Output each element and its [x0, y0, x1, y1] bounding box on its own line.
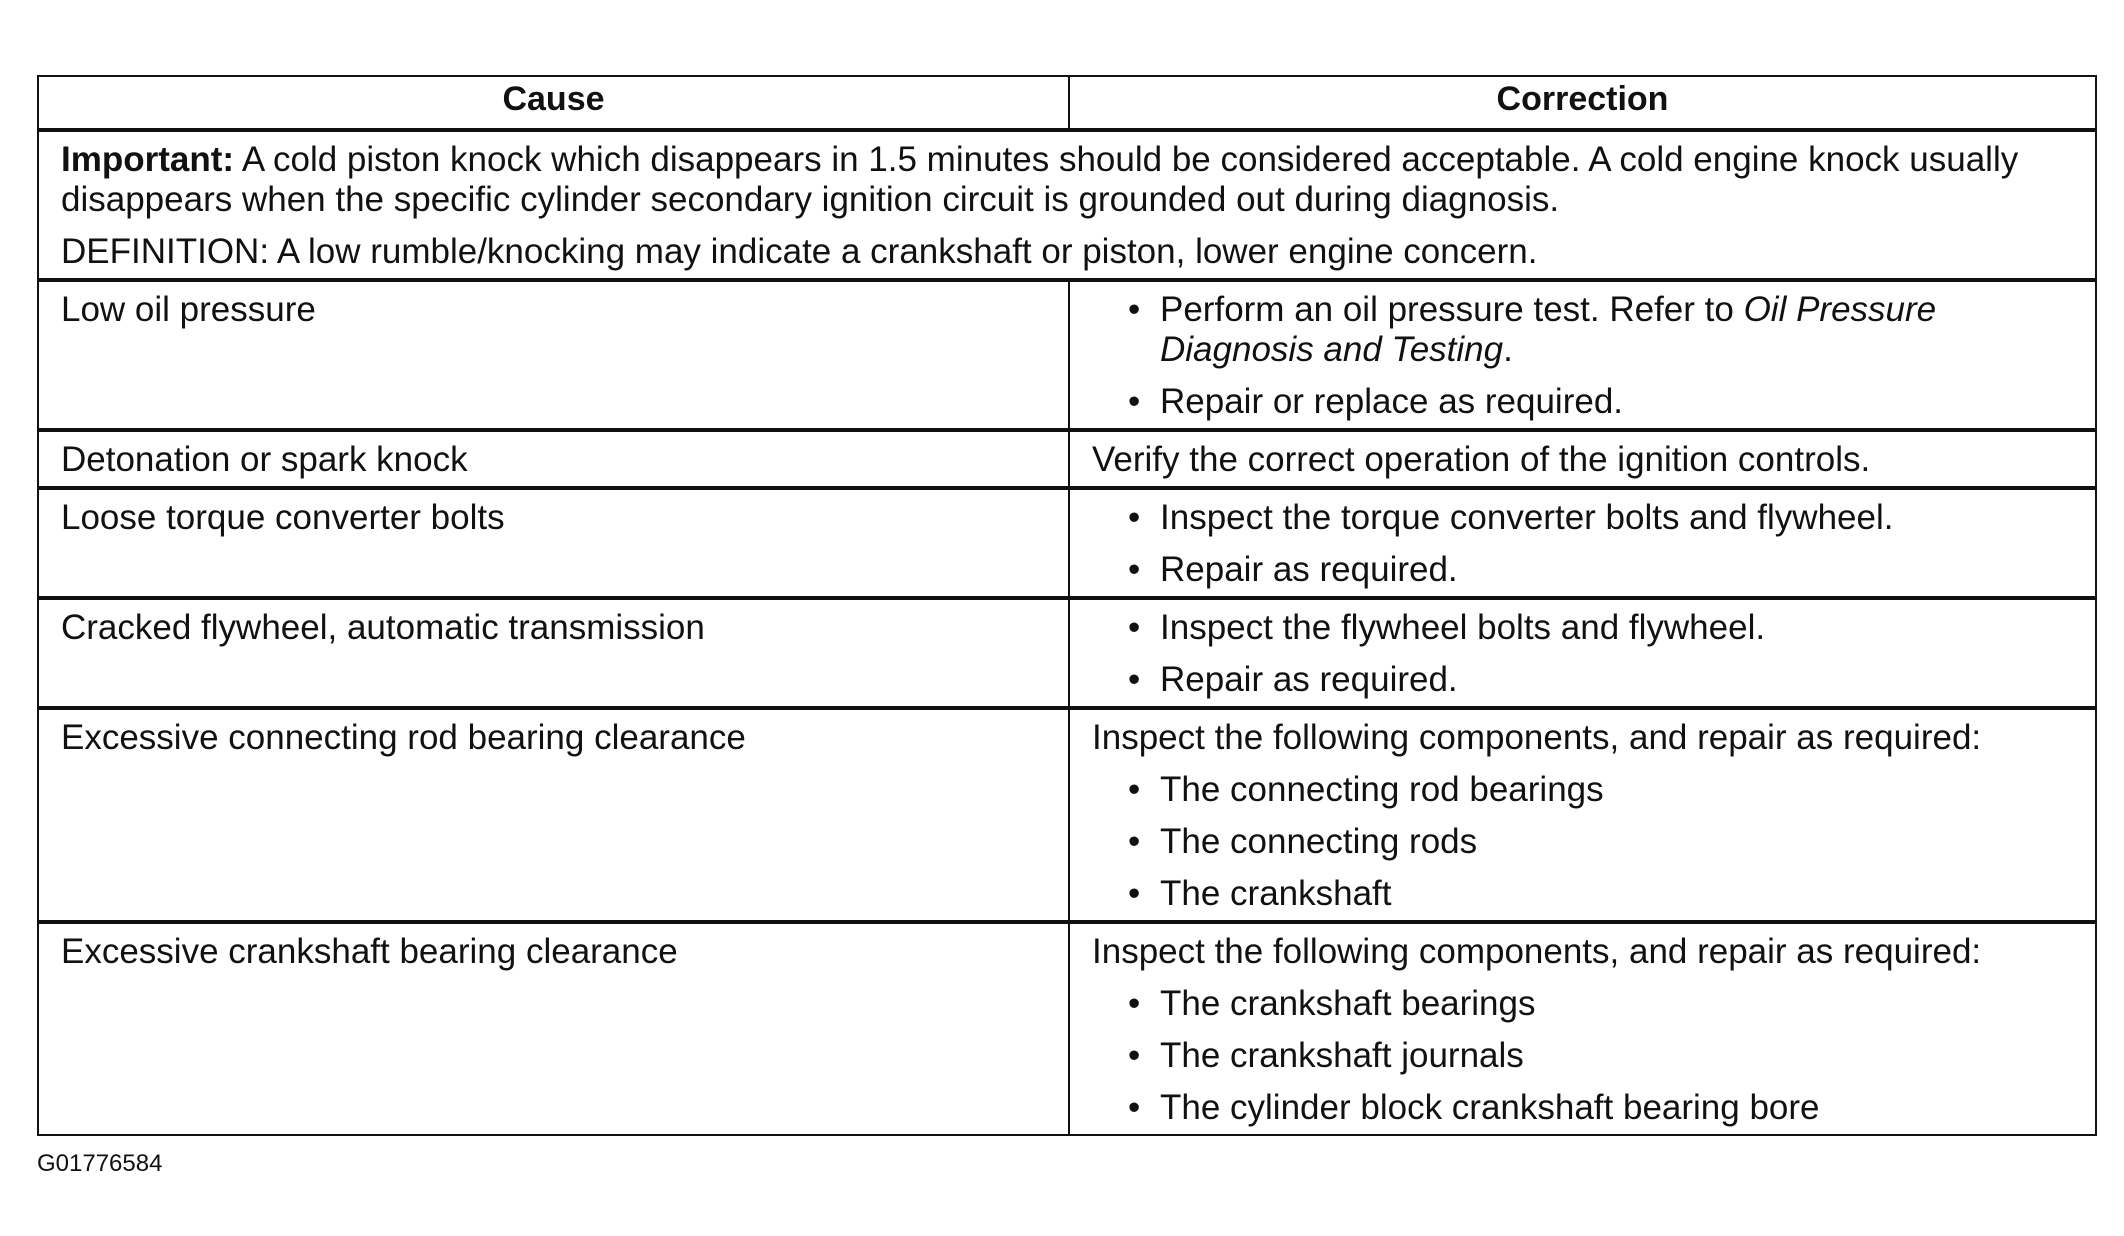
- list-item-text: Inspect the flywheel bolts and flywheel.: [1160, 608, 1766, 647]
- correction-cell: [1069, 488, 2096, 598]
- bullet-icon: •: [1128, 290, 1141, 329]
- important-label: Important:: [61, 140, 235, 179]
- table-row: [38, 922, 2096, 1135]
- notice-row: [38, 130, 2096, 280]
- correction-list: [1092, 770, 2073, 914]
- bullet-icon: •: [1128, 874, 1141, 913]
- correction-cell: [1069, 708, 2096, 922]
- header-row: [38, 76, 2096, 130]
- reference-title: Oil Pressure Diagnosis and Testing: [1160, 290, 1937, 369]
- cause-cell: Cracked flywheel, automatic transmission: [38, 598, 1069, 708]
- correction-list: [1092, 608, 2073, 700]
- list-item-text: Repair as required.: [1160, 550, 1458, 589]
- correction-cell: [1069, 280, 2096, 430]
- correction-lead-text: Inspect the following components, and repair as required:: [1092, 932, 1982, 971]
- correction-text: Verify the correct operation of the ignition controls.: [1092, 440, 1871, 479]
- list-item-text: Repair or replace as required.: [1160, 382, 1624, 421]
- table-row: [38, 280, 2096, 430]
- list-item-text: The crankshaft journals: [1160, 1036, 1524, 1075]
- list-item: [1092, 608, 2073, 648]
- bullet-icon: •: [1128, 550, 1141, 589]
- list-item: [1092, 550, 2073, 590]
- correction-column-header: Correction: [1069, 76, 2096, 130]
- correction-cell: [1069, 922, 2096, 1135]
- cause-column-header: Cause: [38, 76, 1069, 130]
- correction-list: [1092, 290, 2073, 422]
- table-row: [38, 488, 2096, 598]
- table-row: [38, 708, 2096, 922]
- figure-id: G01776584: [37, 1150, 163, 1177]
- list-item: [1092, 382, 2073, 422]
- list-item: [1092, 822, 2073, 862]
- list-item-text: The connecting rods: [1160, 822, 1478, 861]
- correction-cell: [1069, 430, 2096, 488]
- cause-cell: Low oil pressure: [38, 280, 1069, 430]
- table-row: [38, 430, 2096, 488]
- list-item-text: Inspect the torque converter bolts and flywheel.: [1160, 498, 1894, 537]
- bullet-icon: •: [1128, 608, 1141, 647]
- list-item-text: The crankshaft: [1160, 874, 1392, 913]
- cause-cell: Excessive crankshaft bearing clearance: [38, 922, 1069, 1135]
- list-item-text: Repair as required.: [1160, 660, 1458, 699]
- bullet-icon: •: [1128, 984, 1141, 1023]
- notice-cell: [38, 130, 2096, 280]
- important-note: [61, 140, 2073, 220]
- bullet-icon: •: [1128, 660, 1141, 699]
- list-item-text: The connecting rod bearings: [1160, 770, 1604, 809]
- list-item: [1092, 770, 2073, 810]
- correction-list: [1092, 984, 2073, 1128]
- table-row: [38, 598, 2096, 708]
- correction-cell: [1069, 598, 2096, 708]
- list-item: [1092, 498, 2073, 538]
- cause-cell: Loose torque converter bolts: [38, 488, 1069, 598]
- definition-note: DEFINITION: A low rumble/knocking may indicate a crankshaft or piston, lower engine concern.: [61, 232, 1538, 271]
- list-item-text: The crankshaft bearings: [1160, 984, 1536, 1023]
- bullet-icon: •: [1128, 1036, 1141, 1075]
- list-item-text: The cylinder block crankshaft bearing bore: [1160, 1088, 1820, 1127]
- list-item: [1092, 1088, 2073, 1128]
- bullet-icon: •: [1128, 770, 1141, 809]
- list-item: [1092, 984, 2073, 1024]
- list-item: [1092, 874, 2073, 914]
- list-item: [1092, 660, 2073, 700]
- bullet-icon: •: [1128, 1088, 1141, 1127]
- list-item: [1092, 290, 2073, 370]
- list-item: [1092, 1036, 2073, 1076]
- cause-cell: Excessive connecting rod bearing clearance: [38, 708, 1069, 922]
- bullet-icon: •: [1128, 498, 1141, 537]
- cause-cell: Detonation or spark knock: [38, 430, 1069, 488]
- bullet-icon: •: [1128, 822, 1141, 861]
- correction-lead-text: Inspect the following components, and repair as required:: [1092, 718, 1982, 757]
- list-item-text: Perform an oil pressure test. Refer to: [1160, 290, 1744, 329]
- list-item-text: .: [1503, 330, 1513, 369]
- diagnosis-table: [37, 75, 2097, 1136]
- bullet-icon: •: [1128, 382, 1141, 421]
- important-text: A cold piston knock which disappears in 1.5 minutes should be considered acceptable. A cold engine knock usually disappears when the specific cylinder secondary ignition circuit is grounded out during diagnosis.: [61, 140, 2019, 219]
- correction-list: [1092, 498, 2073, 590]
